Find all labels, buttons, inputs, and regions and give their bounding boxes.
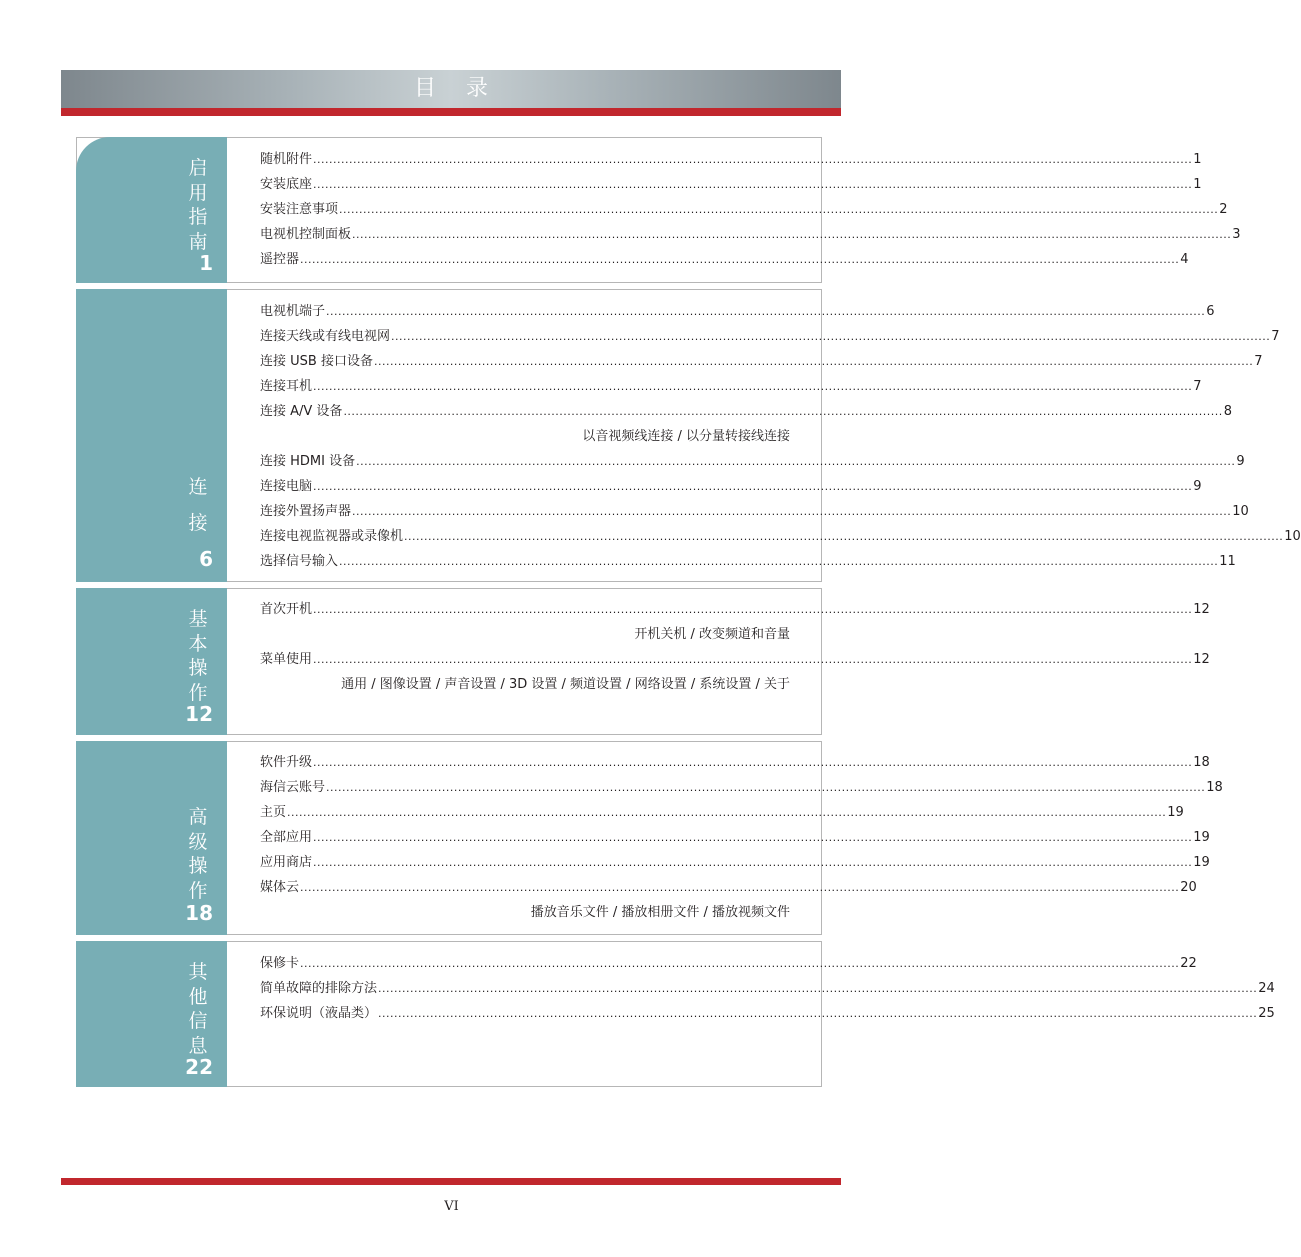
- toc-entry-label: 随机附件: [260, 152, 313, 167]
- toc-entry-label: 应用商店: [260, 855, 313, 870]
- section-tab-char: 信: [188, 1010, 208, 1032]
- section-tab-char: 连: [188, 476, 208, 498]
- toc-entry-page: 12: [1193, 602, 1210, 617]
- toc-entry-label: 连接耳机: [260, 379, 313, 394]
- toc-entry-label: 连接 HDMI 设备: [260, 454, 356, 469]
- toc-entry-page: 19: [1167, 805, 1184, 820]
- dot-leader: ............................................................................................................................................................................................................................: [313, 480, 1193, 493]
- toc-entry-label: 安装注意事项: [260, 202, 339, 217]
- section-tab-char: 级: [188, 830, 208, 853]
- dot-leader: ............................................................................................................................................................................................................................: [352, 505, 1232, 518]
- dot-leader: ............................................................................................................................................................................................................................: [356, 455, 1236, 468]
- toc-entry[interactable]: [260, 250, 1189, 270]
- toc-entry-label: 环保说明（液晶类）: [260, 1006, 378, 1021]
- section-start-page: 12: [185, 702, 213, 726]
- toc-entry-page: 12: [1193, 652, 1210, 667]
- toc-entry-label: 遥控器: [260, 252, 300, 267]
- toc-entry[interactable]: [260, 302, 1215, 322]
- toc-entry[interactable]: [260, 527, 1301, 547]
- dot-leader: ............................................................................................................................................................................................................................: [300, 957, 1180, 970]
- section-start-page: 6: [199, 547, 213, 571]
- dot-leader: ............................................................................................................................................................................................................................: [339, 203, 1219, 216]
- section-start-page: 1: [199, 251, 213, 275]
- toc-entry-label: 连接 USB 接口设备: [260, 354, 373, 369]
- toc-entry-page: 4: [1180, 252, 1189, 267]
- toc-entry-page: 24: [1258, 981, 1275, 996]
- section-tab: [76, 137, 227, 283]
- toc-entry-page: 7: [1193, 379, 1202, 394]
- toc-subtopics: 播放音乐文件 / 播放相册文件 / 播放视频文件: [530, 905, 790, 920]
- section-tab-char: 指: [188, 206, 208, 228]
- toc-section: [76, 588, 1210, 735]
- section-tab-char: 操: [188, 657, 208, 679]
- toc-entry-page: 9: [1193, 479, 1202, 494]
- toc-entry-label: 媒体云: [260, 880, 300, 895]
- toc-entry-label: 菜单使用: [260, 652, 313, 667]
- toc-entry[interactable]: [260, 352, 1263, 372]
- toc-entry-page: 9: [1236, 454, 1245, 469]
- dot-leader: ............................................................................................................................................................................................................................: [287, 806, 1167, 819]
- toc-entry-label: 主页: [260, 805, 287, 820]
- section-tab: [76, 588, 227, 735]
- toc-entry-page: 10: [1232, 504, 1249, 519]
- dot-leader: ............................................................................................................................................................................................................................: [313, 831, 1193, 844]
- toc-entry[interactable]: [260, 600, 1210, 620]
- toc-entry-label: 软件升级: [260, 755, 313, 770]
- toc-entry-page: 19: [1193, 830, 1210, 845]
- toc-entry-page: 1: [1193, 152, 1202, 167]
- section-tab: [76, 741, 227, 935]
- section-tab-char: 南: [188, 230, 208, 253]
- dot-leader: ............................................................................................................................................................................................................................: [326, 781, 1206, 794]
- section-tab: [76, 941, 227, 1087]
- toc-entry[interactable]: [260, 803, 1184, 823]
- section-tab-char: 操: [188, 855, 208, 877]
- toc-entry[interactable]: [260, 150, 1202, 170]
- section-tab-char: 本: [188, 632, 208, 655]
- toc-entry[interactable]: [260, 452, 1245, 472]
- toc-entry[interactable]: [260, 225, 1241, 245]
- section-tab-char: 息: [188, 1034, 208, 1057]
- toc-entry[interactable]: [260, 979, 1275, 999]
- toc-subtopics: 以音视频线连接 / 以分量转接线连接: [582, 429, 790, 444]
- footer-accent-line: [61, 1178, 841, 1185]
- toc-subtopics: 通用 / 图像设置 / 声音设置 / 3D 设置 / 频道设置 / 网络设置 / 系统设置 / 关于: [341, 677, 790, 692]
- dot-leader: ............................................................................................................................................................................................................................: [404, 530, 1284, 543]
- dot-leader: ............................................................................................................................................................................................................................: [352, 228, 1232, 241]
- toc-entry-label: 简单故障的排除方法: [260, 981, 378, 996]
- toc-entry[interactable]: [260, 477, 1202, 497]
- page-title: 目录: [413, 76, 518, 101]
- toc-entry-label: 首次开机: [260, 602, 313, 617]
- header-accent-line: [61, 108, 841, 116]
- toc-entry[interactable]: [260, 552, 1236, 572]
- toc-entry[interactable]: [260, 828, 1210, 848]
- toc-entry-page: 1: [1193, 177, 1202, 192]
- dot-leader: ............................................................................................................................................................................................................................: [339, 555, 1219, 568]
- dot-leader: ............................................................................................................................................................................................................................: [313, 653, 1193, 666]
- toc-entry-label: 连接 A/V 设备: [260, 404, 343, 419]
- dot-leader: ............................................................................................................................................................................................................................: [313, 856, 1193, 869]
- section-tab-char: 用: [188, 181, 208, 204]
- toc-entry-page: 7: [1271, 329, 1280, 344]
- toc-entry-page: 8: [1223, 404, 1232, 419]
- dot-leader: ............................................................................................................................................................................................................................: [326, 305, 1206, 318]
- toc-entry-label: 电视机控制面板: [260, 227, 352, 242]
- toc-entry-page: 2: [1219, 202, 1228, 217]
- toc-entry[interactable]: [260, 327, 1280, 347]
- dot-leader: ............................................................................................................................................................................................................................: [300, 881, 1180, 894]
- toc-entry-label: 海信云账号: [260, 780, 326, 795]
- section-tab-char: 启: [188, 157, 208, 179]
- dot-leader: ............................................................................................................................................................................................................................: [313, 153, 1193, 166]
- toc-entry[interactable]: [260, 502, 1249, 522]
- toc-entry-label: 连接电视监视器或录像机: [260, 529, 404, 544]
- section-tab-char: 基: [188, 608, 208, 630]
- toc-entry-page: 7: [1254, 354, 1263, 369]
- section-tab-char: 其: [188, 961, 208, 983]
- toc-entry-page: 20: [1180, 880, 1197, 895]
- toc-entry[interactable]: [260, 200, 1228, 220]
- toc-section: [76, 137, 1241, 283]
- section-start-page: 18: [185, 901, 213, 925]
- toc-entry[interactable]: [260, 1004, 1275, 1024]
- dot-leader: ............................................................................................................................................................................................................................: [313, 178, 1193, 191]
- toc-entry-label: 全部应用: [260, 830, 313, 845]
- section-tab-char: 他: [188, 985, 208, 1008]
- toc-entry-label: 连接外置扬声器: [260, 504, 352, 519]
- toc-entry[interactable]: [260, 954, 1197, 974]
- section-tab-char: 高: [188, 806, 208, 828]
- footer-page-number: VI: [444, 1199, 459, 1214]
- dot-leader: ............................................................................................................................................................................................................................: [300, 253, 1180, 266]
- toc-entry[interactable]: [260, 778, 1223, 798]
- toc-entry-page: 10: [1284, 529, 1301, 544]
- dot-leader: ............................................................................................................................................................................................................................: [313, 603, 1193, 616]
- toc-entry[interactable]: [260, 175, 1202, 195]
- toc-entry[interactable]: [260, 753, 1210, 773]
- dot-leader: ............................................................................................................................................................................................................................: [373, 355, 1254, 368]
- toc-entry[interactable]: [260, 650, 1210, 670]
- toc-entry-page: 19: [1193, 855, 1210, 870]
- toc-entry-label: 电视机端子: [260, 304, 326, 319]
- toc-entry[interactable]: [260, 377, 1202, 397]
- dot-leader: ............................................................................................................................................................................................................................: [313, 380, 1193, 393]
- toc-entry-label: 连接电脑: [260, 479, 313, 494]
- toc-entry-page: 6: [1206, 304, 1215, 319]
- toc-entry-label: 安装底座: [260, 177, 313, 192]
- toc-subtopics: 开机关机 / 改变频道和音量: [634, 627, 790, 642]
- section-start-page: 22: [185, 1055, 213, 1079]
- toc-entry-label: 选择信号输入: [260, 554, 339, 569]
- toc-entry[interactable]: [260, 853, 1210, 873]
- toc-entry-page: 25: [1258, 1006, 1275, 1021]
- toc-section: [76, 741, 1223, 935]
- dot-leader: ............................................................................................................................................................................................................................: [313, 756, 1193, 769]
- section-tab: [76, 289, 227, 582]
- dot-leader: ............................................................................................................................................................................................................................: [378, 1007, 1258, 1020]
- toc-entry-page: 22: [1180, 956, 1197, 971]
- section-tab-char: 作: [188, 681, 208, 704]
- toc-entry-page: 18: [1193, 755, 1210, 770]
- toc-entry-page: 3: [1232, 227, 1241, 242]
- dot-leader: ............................................................................................................................................................................................................................: [343, 405, 1223, 418]
- header-bar: [61, 70, 841, 108]
- toc-entry-page: 11: [1219, 554, 1236, 569]
- toc-entry[interactable]: [260, 402, 1232, 422]
- section-tab-char: 接: [188, 512, 208, 534]
- dot-leader: ............................................................................................................................................................................................................................: [378, 982, 1258, 995]
- section-tab-char: 作: [188, 879, 208, 902]
- toc-entry-label: 保修卡: [260, 956, 300, 971]
- toc-section: [76, 289, 1301, 582]
- toc-entry-page: 18: [1206, 780, 1223, 795]
- toc-section: [76, 941, 1275, 1087]
- dot-leader: ............................................................................................................................................................................................................................: [391, 330, 1271, 343]
- toc-entry[interactable]: [260, 878, 1197, 898]
- toc-entry-label: 连接天线或有线电视网: [260, 329, 391, 344]
